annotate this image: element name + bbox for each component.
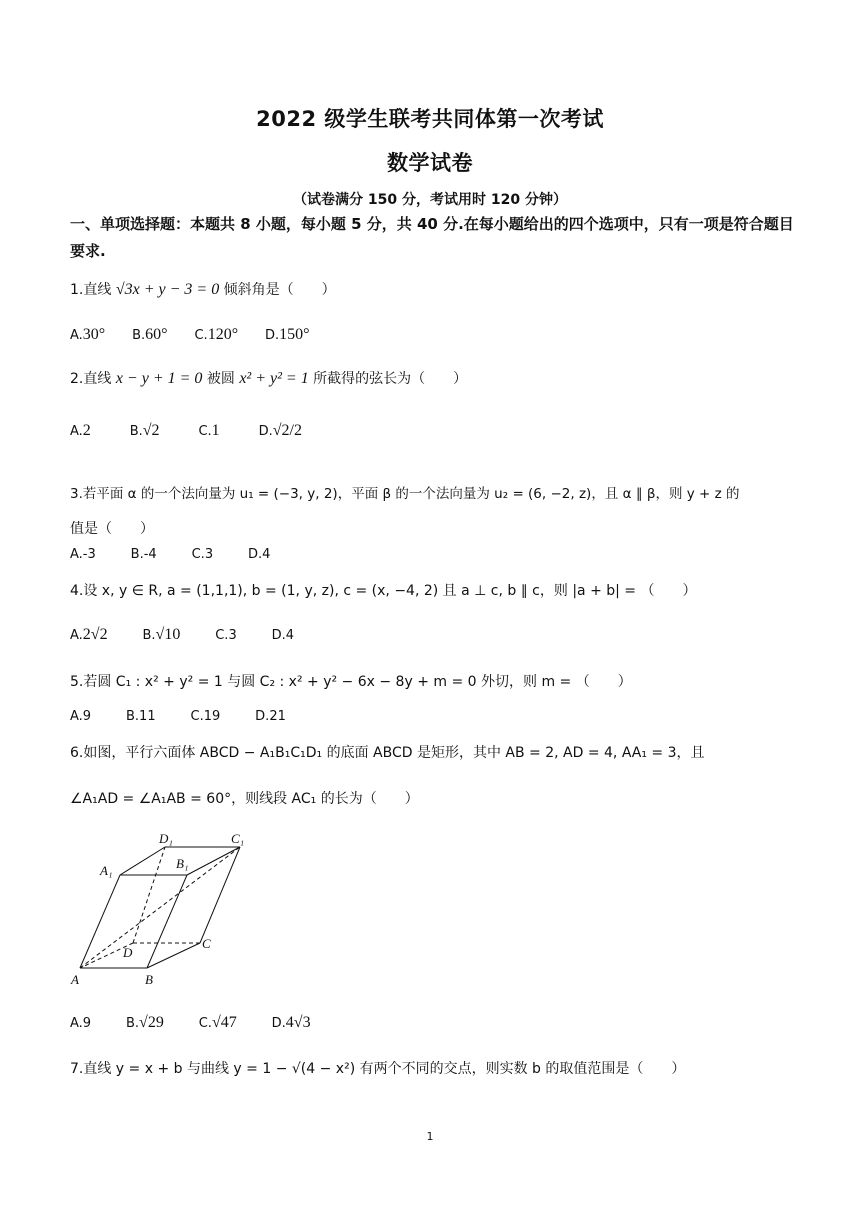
option-value: 150°: [279, 326, 310, 343]
option-letter: D.: [248, 547, 263, 562]
q5-options: [70, 708, 286, 724]
page-number: 1: [426, 1130, 434, 1143]
q4-options: [70, 626, 294, 644]
q1-options: [70, 326, 310, 344]
label-B1: B₁: [176, 856, 189, 871]
q6-options: [70, 1014, 311, 1032]
option-letter: A.: [70, 328, 83, 343]
option-value: 30°: [82, 326, 106, 343]
label-A1: A₁: [100, 863, 113, 878]
q2-prefix: 2.直线: [70, 371, 112, 387]
option-letter: C.: [191, 547, 205, 562]
option-value: √2/2: [272, 422, 302, 439]
option-letter: C.: [198, 1016, 212, 1031]
option-letter: B.: [125, 1016, 140, 1031]
option-letter: C.: [215, 628, 229, 643]
option-value: 2: [82, 422, 91, 439]
exam-title: 2022 级学生联考共同体第一次考试: [256, 107, 604, 131]
option-value: 9: [82, 1016, 92, 1031]
question-6-line1: 6.如图，平行六面体 ABCD − A₁B₁C₁D₁ 的底面 ABCD 是矩形，其中 AB = 2, AD = 4, AA₁ = 3，且: [70, 745, 705, 761]
option-value: √10: [155, 626, 181, 643]
option-letter: D.: [271, 1016, 286, 1031]
option-value: -4: [143, 547, 157, 562]
subject-title: 数学试卷: [387, 151, 473, 175]
option-value: -3: [82, 547, 96, 562]
option-letter: C.: [190, 709, 204, 724]
q1-suffix: 倾斜角是（ ）: [223, 282, 336, 298]
q1-prefix: 1.直线: [70, 282, 112, 298]
option-letter: B.: [132, 328, 146, 343]
label-B: B: [145, 972, 153, 987]
option-letter: D.: [255, 709, 270, 724]
label-A: A: [71, 972, 79, 987]
q2-mid: 被圆: [206, 371, 235, 387]
edge-CC1: [200, 847, 240, 943]
option-value: 60°: [145, 326, 168, 343]
option-value: √29: [139, 1014, 164, 1031]
label-C: C: [202, 936, 211, 951]
option-value: √47: [211, 1014, 237, 1031]
option-letter: D.: [258, 424, 273, 439]
label-D1: D₁: [159, 831, 173, 846]
option-letter: A.: [70, 1016, 83, 1031]
label-C1: C₁: [231, 831, 245, 846]
option-value: √2: [142, 422, 160, 439]
q3-options: [70, 546, 270, 562]
question-4: 4.设 x, y ∈ R, a = (1,1,1), b = (1, y, z), c = (x, −4, 2) 且 a ⊥ c, b ∥ c，则 |a + b| = （ ）: [70, 583, 697, 599]
q1-equation: √3x + y − 3 = 0: [115, 281, 220, 298]
option-letter: A.: [70, 547, 83, 562]
q2-line-equation: x − y + 1 = 0: [115, 370, 203, 387]
option-value: 4: [262, 547, 271, 562]
option-letter: C.: [194, 328, 208, 343]
question-5: 5.若圆 C₁ : x² + y² = 1 与圆 C₂ : x² + y² − 6x − 8y + m = 0 外切，则 m = （ ）: [70, 674, 632, 690]
edge-B1C1: [187, 847, 240, 875]
option-value: 9: [82, 709, 92, 724]
question-7: 7.直线 y = x + b 与曲线 y = 1 − √(4 − x²) 有两个不同的交点，则实数 b 的取值范围是（ ）: [70, 1061, 686, 1077]
question-1: [70, 279, 336, 299]
section-heading: 一、单项选择题：本题共 8 小题，每小题 5 分，共 40 分.在每小题给出的四个选项中，只有一项是符合题目要求.: [70, 215, 794, 260]
option-letter: A.: [70, 709, 83, 724]
option-value: 21: [269, 709, 286, 724]
option-value: 2√2: [82, 626, 108, 643]
option-letter: B.: [130, 547, 144, 562]
option-letter: B.: [142, 628, 156, 643]
parallelepiped-figure: [65, 825, 265, 990]
edge-BC: [147, 943, 200, 968]
label-D: D: [123, 945, 133, 960]
option-value: 1: [211, 422, 220, 439]
option-value: 120°: [207, 326, 239, 343]
q2-circle-equation: x² + y² = 1: [239, 370, 309, 387]
option-value: 11: [139, 709, 156, 724]
edge-AA1: [80, 875, 120, 968]
option-value: 4√3: [285, 1014, 311, 1031]
option-letter: D.: [271, 628, 286, 643]
edge-D1A1: [120, 847, 165, 875]
option-letter: B.: [125, 709, 140, 724]
q2-suffix: 所截得的弦长为（ ）: [313, 371, 468, 387]
edge-DD1-hidden: [133, 847, 165, 943]
option-value: 4: [285, 628, 295, 643]
option-letter: B.: [129, 424, 143, 439]
question-6-line2: ∠A₁AD = ∠A₁AB = 60°，则线段 AC₁ 的长为（ ）: [70, 791, 419, 807]
q2-options: [70, 422, 302, 440]
option-value: 19: [203, 709, 221, 724]
option-letter: A.: [70, 424, 83, 439]
exam-note: （试卷满分 150 分，考试用时 120 分钟）: [293, 192, 567, 208]
option-letter: A.: [70, 628, 83, 643]
option-value: 3: [204, 547, 214, 562]
question-3-line2: 值是（ ）: [70, 521, 154, 537]
edge-BB1: [147, 875, 187, 968]
question-3-line1: 3.若平面 α 的一个法向量为 u₁ = (−3, y, 2)，平面 β 的一个法向量为 u₂ = (6, −2, z)，且 α ∥ β，则 y + z 的: [70, 486, 740, 502]
question-2: [70, 368, 467, 388]
option-letter: C.: [198, 424, 212, 439]
option-value: 3: [228, 628, 237, 643]
option-letter: D.: [265, 328, 280, 343]
